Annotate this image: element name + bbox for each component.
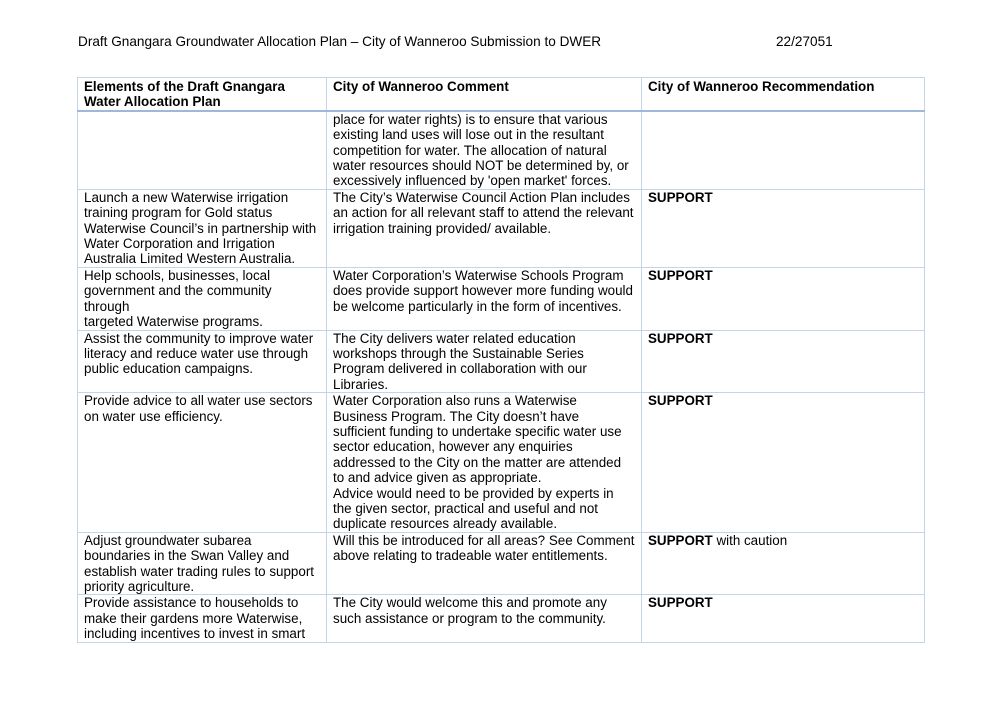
comment-cell: Water Corporation’s Waterwise Schools Program does provide support however more funding would be welcome particularly in the form of incentives.: [327, 267, 642, 330]
element-cell: [78, 111, 327, 190]
column-header-recommendation: City of Wanneroo Recommendation: [642, 78, 925, 111]
table-row: [78, 393, 925, 533]
recommendation-value: SUPPORT: [648, 189, 713, 205]
document-reference: 22/27051: [776, 34, 833, 49]
column-header-elements: Elements of the Draft Gnangara Water Allocation Plan: [78, 78, 327, 111]
recommendation-cell: [642, 111, 925, 190]
table-row: [78, 111, 925, 190]
recommendation-value: SUPPORT: [648, 267, 713, 283]
recommendation-value: SUPPORT: [648, 595, 713, 611]
element-cell: Assist the community to improve water literacy and reduce water use through public education campaigns.: [78, 330, 327, 393]
comment-cell: The City would welcome this and promote any such assistance or program to the community.: [327, 595, 642, 642]
page-header: [78, 33, 838, 51]
comment-cell: place for water rights) is to ensure that various existing land uses will lose out in the resultant competition for water. The allocation of natural water resources should NOT be determined by, or excessively influenced by 'open market' forces.: [327, 111, 642, 190]
recommendation-cell: [642, 267, 925, 330]
element-cell: Adjust groundwater subarea boundaries in the Swan Valley and establish water trading rules to support priority agriculture.: [78, 532, 327, 595]
document-title: Draft Gnangara Groundwater Allocation Plan – City of Wanneroo Submission to DWER: [78, 34, 602, 49]
table-header-row: [78, 78, 925, 111]
recommendation-cell: [642, 189, 925, 267]
table-row: [78, 532, 925, 595]
table-row: [78, 267, 925, 330]
recommendation-value: SUPPORT: [648, 393, 713, 409]
element-cell: Help schools, businesses, local government and the community through targeted Waterwise programs.: [78, 267, 327, 330]
recommendation-cell: [642, 595, 925, 642]
allocation-plan-table: [77, 77, 925, 643]
comment-cell: The City’s Waterwise Council Action Plan includes an action for all relevant staff to attend the relevant irrigation training provided/ available.: [327, 189, 642, 267]
element-cell: Provide assistance to households to make their gardens more Waterwise, including incentives to invest in smart: [78, 595, 327, 642]
element-cell: Provide advice to all water use sectors on water use efficiency.: [78, 393, 327, 533]
recommendation-value: SUPPORT: [648, 532, 713, 548]
recommendation-cell: [642, 393, 925, 533]
table-row: [78, 189, 925, 267]
comment-cell: Water Corporation also runs a Waterwise Business Program. The City doesn’t have sufficient funding to undertake specific water use sector education, however any enquiries addressed to the City on the matter are attended to and advice given as appropriate. Advice would need to be provided by experts in the given sector, practical and useful and not duplicate resources already available.: [327, 393, 642, 533]
element-cell: Launch a new Waterwise irrigation training program for Gold status Waterwise Council’s in partnership with Water Corporation and Irrigation Australia Limited Western Australia.: [78, 189, 327, 267]
table-row: [78, 595, 925, 642]
recommendation-cell: [642, 330, 925, 393]
column-header-comment: City of Wanneroo Comment: [327, 78, 642, 111]
comment-cell: Will this be introduced for all areas? See Comment above relating to tradeable water entitlements.: [327, 532, 642, 595]
comment-cell: The City delivers water related education workshops through the Sustainable Series Program delivered in collaboration with our Libraries.: [327, 330, 642, 393]
recommendation-note: with caution: [712, 532, 788, 548]
recommendation-value: SUPPORT: [648, 330, 713, 346]
recommendation-cell: [642, 532, 925, 595]
table-row: [78, 330, 925, 393]
